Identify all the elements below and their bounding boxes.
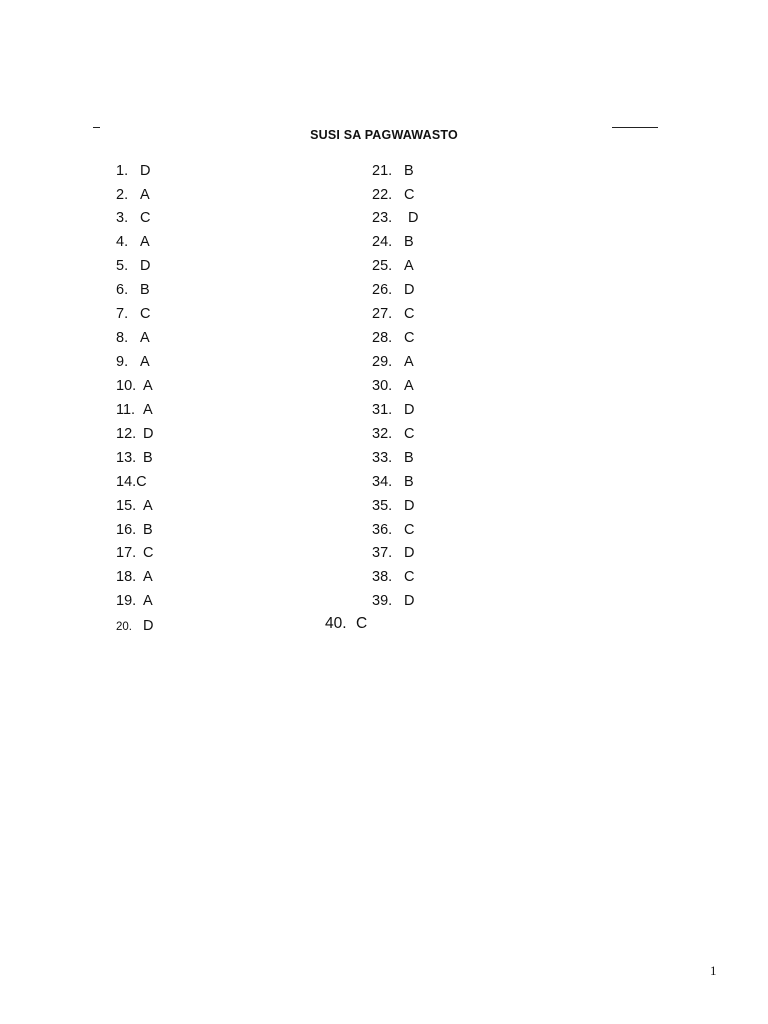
item-number: 28. — [372, 330, 393, 346]
answer-item — [325, 615, 367, 633]
item-number: 18. — [116, 569, 137, 585]
item-answer: D — [140, 258, 151, 274]
answer-item — [372, 401, 414, 419]
answer-item — [116, 209, 150, 227]
answer-item — [116, 353, 150, 371]
item-answer: A — [140, 354, 150, 370]
item-answer: B — [404, 474, 414, 490]
item-number: 1. — [116, 163, 129, 179]
item-number: 16. — [116, 522, 137, 538]
item-number: 33. — [372, 450, 393, 466]
item-answer: A — [140, 330, 150, 346]
item-number: 32. — [372, 426, 393, 442]
item-answer: D — [143, 618, 154, 634]
item-number: 17. — [116, 545, 137, 561]
answer-item — [372, 592, 414, 610]
answer-item — [116, 233, 150, 251]
item-number: 8. — [116, 330, 129, 346]
item-number: 2. — [116, 187, 129, 203]
item-answer: A — [140, 187, 150, 203]
item-number: 35. — [372, 498, 393, 514]
answer-item — [372, 497, 414, 515]
item-number: 37. — [372, 545, 393, 561]
answer-item — [372, 329, 414, 347]
item-answer: B — [404, 234, 414, 250]
answer-item — [116, 281, 150, 299]
item-answer: D — [404, 593, 415, 609]
answer-item — [116, 592, 153, 610]
item-answer: C — [136, 474, 147, 490]
answer-item — [116, 377, 153, 395]
answer-item — [116, 401, 153, 419]
answer-item — [372, 233, 414, 251]
item-answer: A — [404, 354, 414, 370]
answer-item — [116, 257, 150, 275]
item-number: 38. — [372, 569, 393, 585]
item-answer: D — [404, 545, 415, 561]
item-number: 4. — [116, 234, 129, 250]
item-number: 6. — [116, 282, 129, 298]
item-answer: B — [404, 450, 414, 466]
item-number: 30. — [372, 378, 393, 394]
answer-item — [116, 186, 150, 204]
item-answer: C — [404, 426, 415, 442]
item-answer: C — [404, 306, 415, 322]
answer-item — [116, 617, 153, 636]
item-answer: B — [143, 450, 153, 466]
answer-item — [372, 425, 414, 443]
item-answer: C — [404, 569, 415, 585]
item-answer: C — [404, 330, 415, 346]
item-number: 12. — [116, 426, 137, 442]
item-number: 11. — [116, 402, 136, 418]
answer-item — [116, 305, 150, 323]
item-answer: C — [143, 545, 154, 561]
item-answer: A — [143, 593, 153, 609]
answer-item — [372, 257, 414, 275]
item-number: 19. — [116, 593, 137, 609]
item-number: 22. — [372, 187, 393, 203]
answer-item — [372, 377, 414, 395]
answer-item — [116, 449, 153, 467]
answer-item — [372, 568, 414, 586]
answer-item — [372, 521, 414, 539]
item-answer: D — [143, 426, 154, 442]
item-number: 7. — [116, 306, 129, 322]
answer-item — [116, 521, 153, 539]
answer-item — [116, 497, 153, 515]
item-number: 34. — [372, 474, 393, 490]
answer-item — [372, 449, 414, 467]
item-answer: C — [140, 210, 151, 226]
answer-item — [116, 568, 153, 586]
item-answer: D — [404, 282, 415, 298]
answer-item — [372, 473, 414, 491]
answer-item — [372, 544, 414, 562]
item-answer: A — [143, 378, 153, 394]
answer-item — [116, 162, 150, 180]
item-answer: D — [408, 210, 419, 226]
item-answer: A — [143, 569, 153, 585]
item-number: 29. — [372, 354, 393, 370]
item-number: 15. — [116, 498, 137, 514]
answer-item — [372, 305, 414, 323]
item-answer: C — [356, 615, 368, 632]
item-answer: A — [404, 258, 414, 274]
item-answer: D — [404, 498, 415, 514]
item-answer: A — [140, 234, 150, 250]
item-number: 36. — [372, 522, 393, 538]
item-number: 24. — [372, 234, 393, 250]
item-answer: C — [404, 522, 415, 538]
item-answer: B — [404, 163, 414, 179]
item-answer: C — [404, 187, 415, 203]
item-number: 21. — [372, 163, 393, 179]
item-number: 9. — [116, 354, 129, 370]
item-answer: A — [143, 402, 153, 418]
item-answer: D — [140, 163, 151, 179]
item-answer: A — [404, 378, 414, 394]
answer-item — [372, 162, 414, 180]
item-number: 13. — [116, 450, 137, 466]
item-number: 3. — [116, 210, 129, 226]
item-number: 31. — [372, 402, 393, 418]
page-title: SUSI SA PAGWAWASTO — [310, 128, 458, 142]
answer-item — [372, 186, 414, 204]
answer-item — [116, 473, 147, 491]
item-answer: A — [143, 498, 153, 514]
answer-item — [372, 281, 414, 299]
answer-item — [372, 209, 418, 227]
item-number: 27. — [372, 306, 393, 322]
item-answer: C — [140, 306, 151, 322]
answer-item — [116, 544, 153, 562]
answer-item — [116, 329, 150, 347]
answer-item — [116, 425, 153, 443]
item-number: 14. — [116, 474, 137, 490]
page-number: 1 — [710, 963, 717, 978]
item-number: 23. — [372, 210, 393, 226]
item-number: 39. — [372, 593, 393, 609]
item-number: 25. — [372, 258, 393, 274]
item-number: 40. — [325, 615, 347, 632]
item-answer: D — [404, 402, 415, 418]
item-answer: B — [143, 522, 153, 538]
item-answer: B — [140, 282, 150, 298]
item-number: 10. — [116, 378, 137, 394]
item-number: 20. — [116, 621, 132, 633]
answer-item — [372, 353, 414, 371]
item-number: 26. — [372, 282, 393, 298]
item-number: 5. — [116, 258, 129, 274]
